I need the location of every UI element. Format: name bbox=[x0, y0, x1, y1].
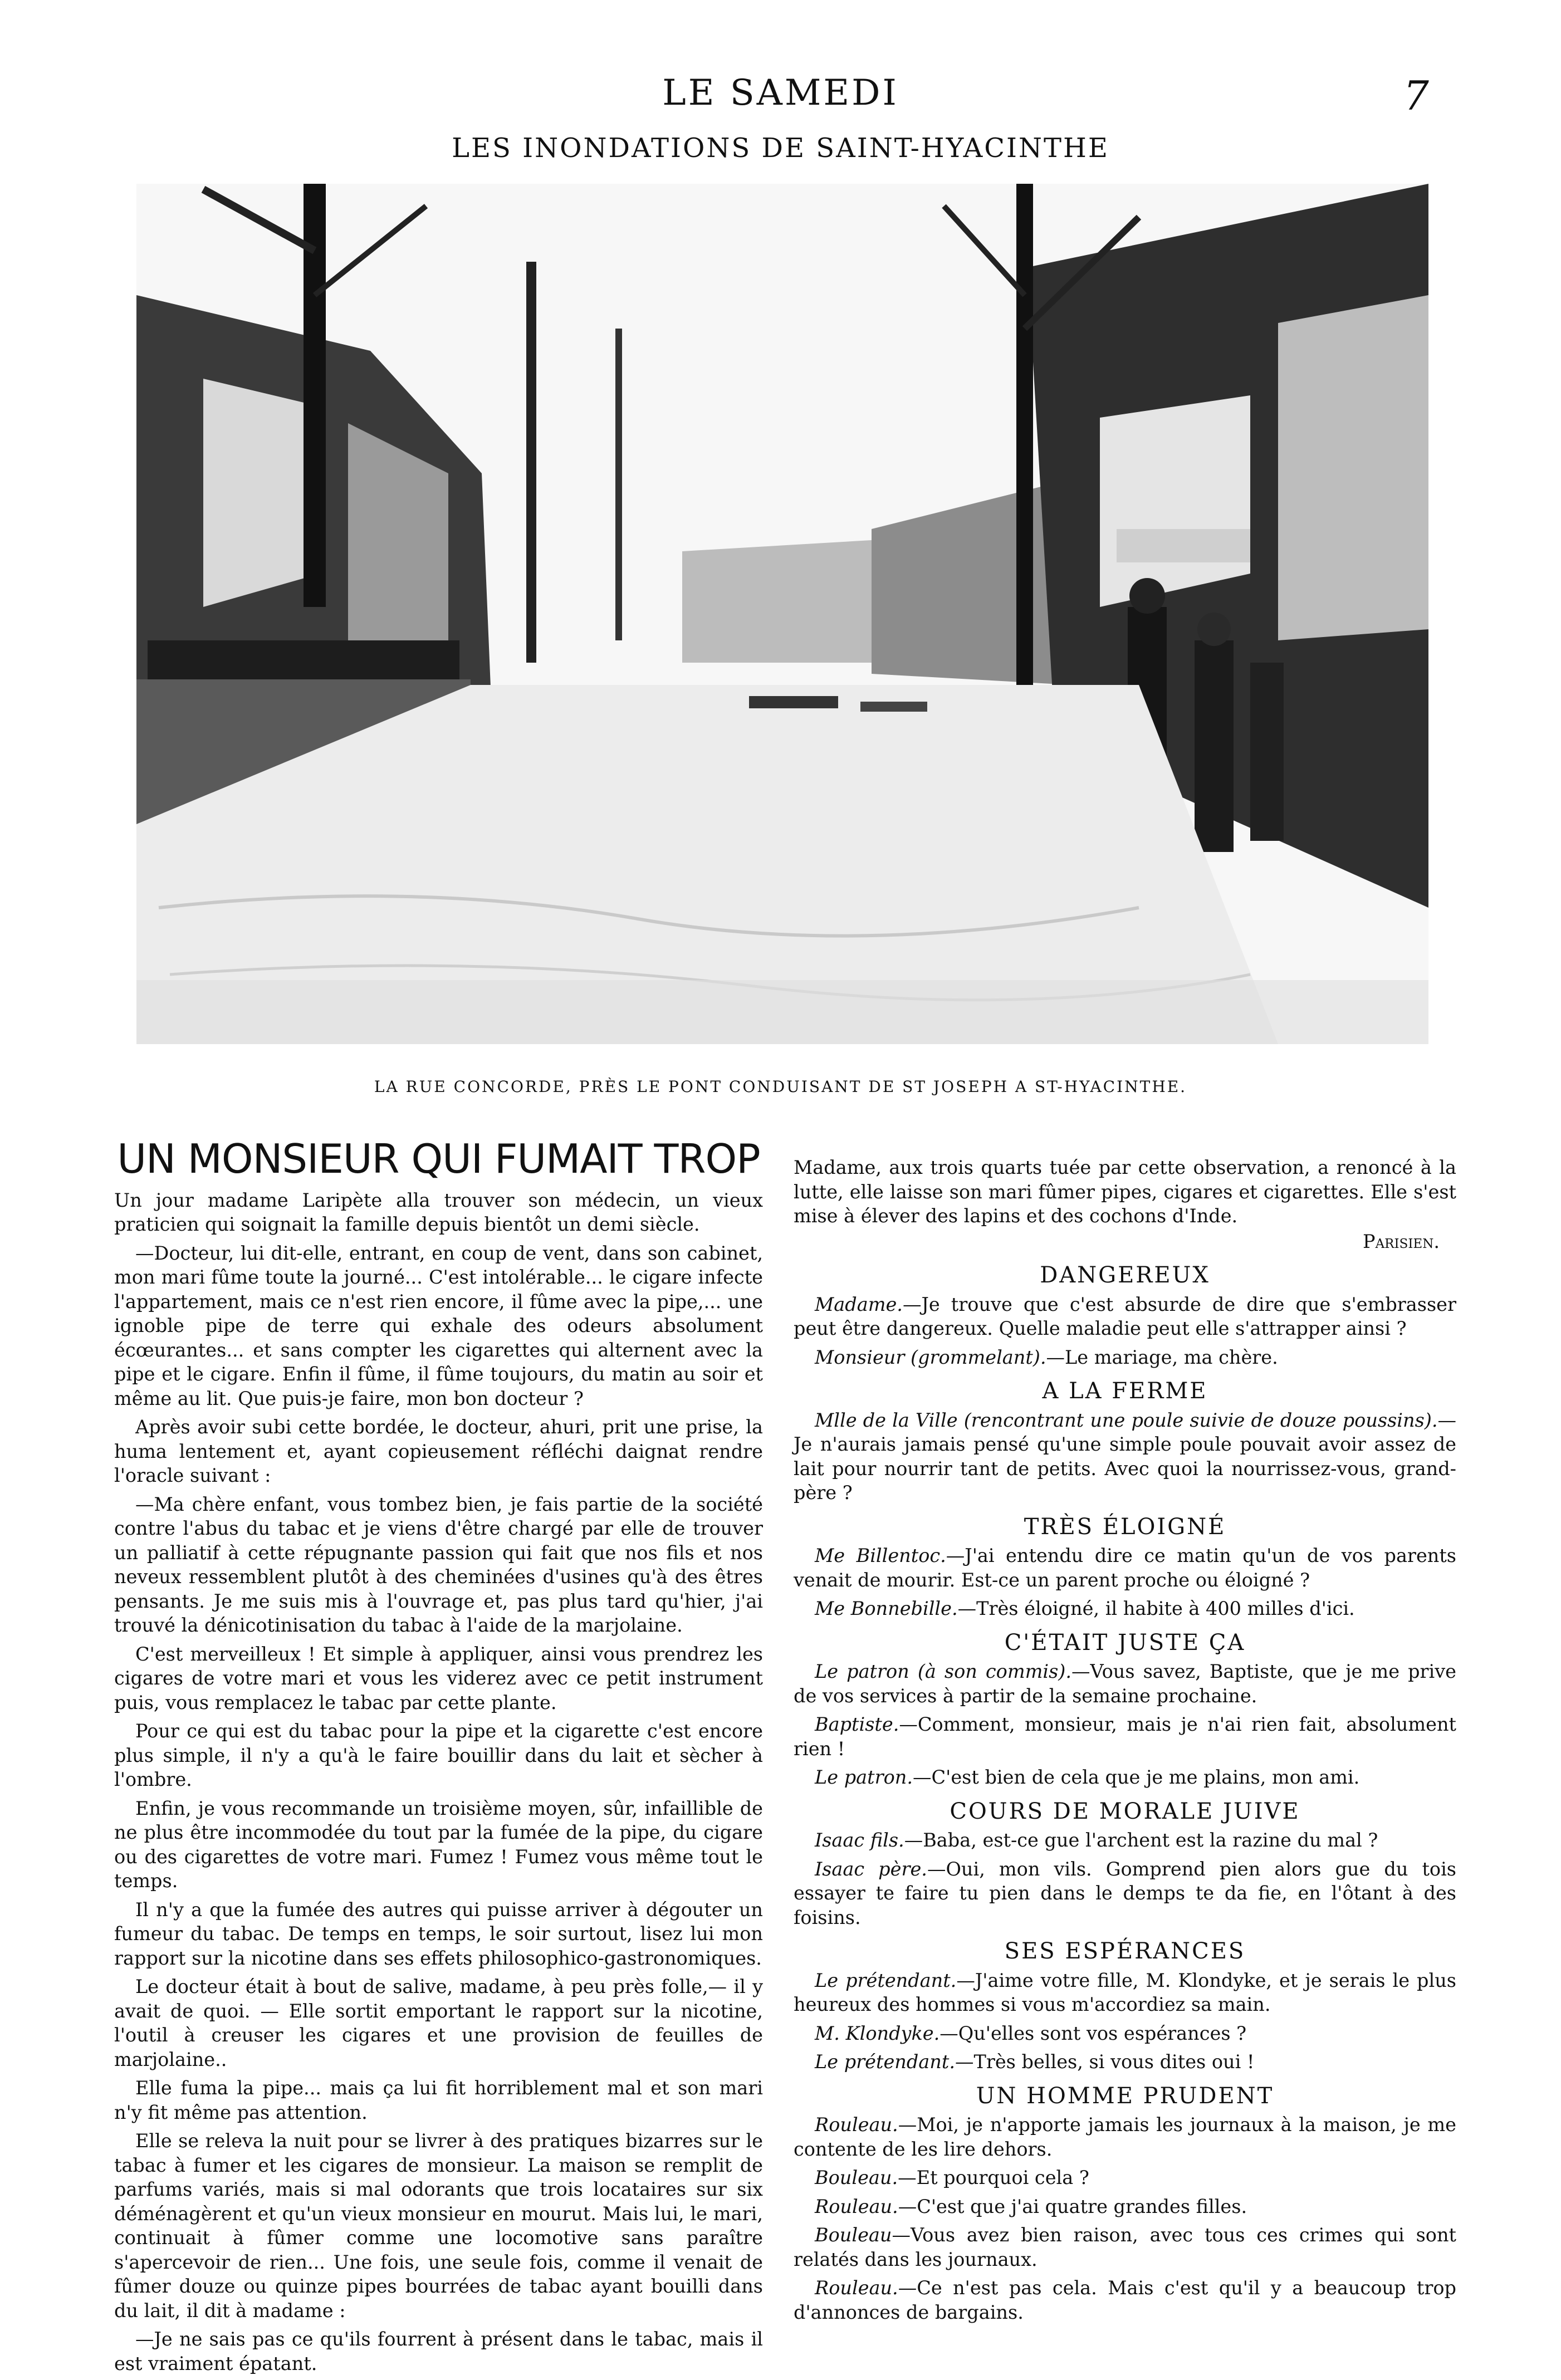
section-title: DANGEREUX bbox=[1040, 1262, 1210, 1288]
dialogue-text: —Et pourquoi cela ? bbox=[898, 2167, 1089, 2188]
speaker-name: M. Klondyke. bbox=[815, 2022, 940, 2044]
dialogue-text: —Moi, je n'apporte jamais les journaux à la maison, je me contente de les lire dehors. bbox=[794, 2114, 1456, 2160]
dialogue-text: —Qu'elles sont vos espérances ? bbox=[939, 2022, 1247, 2044]
article-paragraph: Pour ce qui est du tabac pour la pipe et la cigarette c'est encore plus simple, il n'y a qu'à le faire bouillir dans du lait et sècher à l'ombre. bbox=[114, 1720, 763, 1790]
article-paragraph: Elle se releva la nuit pour se livrer à des pratiques bizarres sur le tabac à fumer et les cigares de monsieur. La maison se remplit de parfums variés, mais si mal odorants que trois locataires sur six déménagèrent et qu'un vieux monsieur en mourut. Mais lui, le mari, continuait à fûmer comme une locomotive sans paraître s'apercevoir de rien... Une fois, une seule fois, comme il venait de fûmer douze ou quinze pipes bourrées de tabac ayant bouilli dans du lait, il dit à madame : bbox=[114, 2130, 763, 2322]
speaker-name: Rouleau. bbox=[815, 2114, 898, 2136]
dialogue-text: —Vous avez bien raison, avec tous ces crimes qui sont relatés dans les journaux. bbox=[794, 2224, 1456, 2270]
article-paragraph: Le docteur était à bout de salive, madame, à peu près folle,— il y avait de quoi. — Elle sortit emportant le rapport sur la nicotine, l'outil à creuser les cigares et une provision de feuilles de marjolaine.. bbox=[114, 1976, 763, 2070]
dialogue-line bbox=[794, 2021, 1456, 2046]
dialogue-line bbox=[794, 1857, 1456, 1930]
dialogue-text: —C'est que j'ai quatre grandes filles. bbox=[898, 2195, 1247, 2217]
dialogue-text: —Je n'aurais jamais pensé qu'une simple poule pouvait avoir assez de lait pour nourrir tant de petits. Avec quoi la nourrissez-vous, grand-père ? bbox=[794, 1409, 1456, 1504]
dialogue-text: —Baba, est-ce gue l'archent est la razine du mal ? bbox=[904, 1829, 1378, 1851]
dialogue-line bbox=[794, 2166, 1456, 2190]
article-signature: Parisien. bbox=[1363, 1230, 1440, 1252]
article-paragraph: Après avoir subi cette bordée, le docteur, ahuri, prit une prise, la huma lentement et, ayant copieusement réfléchi daignat rendre l'oracle suivant : bbox=[114, 1416, 763, 1486]
speaker-name: Isaac fils. bbox=[815, 1829, 904, 1851]
section-title: COURS DE MORALE JUIVE bbox=[950, 1798, 1300, 1824]
dialogue-text: —Très belles, si vous dites oui ! bbox=[955, 2051, 1255, 2073]
joke-sections bbox=[794, 1264, 1456, 2324]
section-title: A LA FERME bbox=[1042, 1378, 1208, 1404]
dialogue-text: —C'est bien de cela que je me plains, mon ami. bbox=[913, 1766, 1360, 1788]
flood-street-photo bbox=[136, 184, 1428, 1044]
speaker-name: Rouleau. bbox=[815, 2277, 898, 2299]
flood-street-illustration bbox=[136, 184, 1428, 1044]
dialogue-text: —Oui, mon vils. Gomprend pien alors gue du tois essayer te faire tu pien dans le demps te da fie, en l'ôtant à des foisins. bbox=[794, 1858, 1456, 1928]
dialogue-line bbox=[794, 1828, 1456, 1853]
article-paragraph: —Docteur, lui dit-elle, entrant, en coup de vent, dans son cabinet, mon mari fûme toute la journé... C'est intolérable... le cigare infecte l'appartement, mais ce n'est rien encore, il fûme avec la pipe,... une ignoble pipe de terre qui exhale des odeurs absolument écœurantes... et sans compter les cigarettes qui alternent avec la pipe et le cigare. Enfin il fûme, il fûme toujours, du matin au soir et même au lit. Que puis-je faire, mon bon docteur ? bbox=[114, 1242, 763, 1409]
dialogue-line bbox=[794, 1765, 1456, 1790]
dialogue-line bbox=[794, 1292, 1456, 1341]
article-paragraph: —Je ne sais pas ce qu'ils fourrent à présent dans le tabac, mais il est vraiment épatant. bbox=[114, 2328, 763, 2374]
article-column bbox=[114, 1135, 763, 2380]
speaker-name: Me Bonnebille. bbox=[815, 1598, 958, 1619]
section-title: UN HOMME PRUDENT bbox=[976, 2083, 1274, 2109]
dialogue-line bbox=[794, 2050, 1456, 2074]
speaker-name: Bouleau. bbox=[815, 2167, 898, 2188]
jokes-column bbox=[794, 1155, 1456, 2329]
dialogue-text: —Comment, monsieur, mais je n'ai rien fait, absolument rien ! bbox=[794, 1713, 1456, 1760]
speaker-name: Rouleau. bbox=[815, 2195, 898, 2217]
masthead-title: LE SAMEDI bbox=[662, 72, 899, 114]
speaker-name: Le patron. bbox=[815, 1766, 913, 1788]
speaker-name: Le patron (à son commis). bbox=[815, 1661, 1071, 1682]
article-paragraph: Un jour madame Laripète alla trouver son médecin, un vieux praticien qui soignait la famille depuis bientôt un demi siècle. bbox=[114, 1189, 763, 1235]
dialogue-line bbox=[794, 1544, 1456, 1592]
dialogue-line bbox=[794, 2113, 1456, 2161]
dialogue-line bbox=[794, 2223, 1456, 2271]
dialogue-text: —Vous savez, Baptiste, que je me prive de vos services à partir de la semaine prochaine. bbox=[794, 1661, 1456, 1707]
section-title: C'ÉTAIT JUSTE ÇA bbox=[1004, 1629, 1246, 1656]
photo-headline: LES INONDATIONS DE SAINT-HYACINTHE bbox=[452, 133, 1109, 164]
dialogue-line bbox=[794, 1659, 1456, 1708]
speaker-name: Monsieur (grommelant). bbox=[815, 1346, 1046, 1368]
section-title: TRÈS ÉLOIGNÉ bbox=[1024, 1514, 1226, 1540]
speaker-name: Baptiste. bbox=[815, 1713, 899, 1735]
dialogue-text: —Le mariage, ma chère. bbox=[1046, 1346, 1278, 1368]
section-title: SES ESPÉRANCES bbox=[1004, 1938, 1246, 1964]
article-headline: UN MONSIEUR QUI FUMAIT TROP bbox=[117, 1135, 760, 1182]
dialogue-line bbox=[794, 2276, 1456, 2324]
dialogue-line bbox=[794, 1345, 1456, 1370]
speaker-name: Bouleau bbox=[815, 2224, 892, 2246]
dialogue-text: —Ce n'est pas cela. Mais c'est qu'il y a beaucoup trop d'annonces de bargains. bbox=[794, 2277, 1456, 2323]
article-paragraph: —Ma chère enfant, vous tombez bien, je fais partie de la société contre l'abus du tabac et je viens d'être chargé par elle de trouver un palliatif à cette répugnante passion qui fait que nos fils et nos neveux ressemblent plutôt à des cheminées d'usines qu'à des êtres pensants. Je me suis mis à l'ouvrage et, pas plus tard qu'hier, j'ai trouvé la dénicotinisation du tabac à l'aide de la marjolaine. bbox=[114, 1493, 763, 1636]
speaker-name: Mlle de la Ville (rencontrant une poule suivie de douze poussins). bbox=[815, 1409, 1438, 1431]
dialogue-line bbox=[794, 1597, 1456, 1621]
speaker-name: Le prétendant. bbox=[815, 1969, 957, 1991]
article-paragraph: Elle fuma la pipe... mais ça lui fit horriblement mal et son mari n'y fit même pas attention. bbox=[114, 2077, 763, 2123]
speaker-name: Le prétendant. bbox=[815, 2051, 955, 2073]
speaker-name: Madame. bbox=[815, 1293, 903, 1315]
dialogue-line bbox=[794, 2195, 1456, 2219]
dialogue-line bbox=[794, 1408, 1456, 1505]
page-number: 7 bbox=[1403, 72, 1429, 119]
dialogue-line bbox=[794, 1968, 1456, 2017]
speaker-name: Isaac père. bbox=[815, 1858, 927, 1880]
article-paragraph: C'est merveilleux ! Et simple à appliquer, ainsi vous prendrez les cigares de votre mari et vous les viderez avec ce petit instrument puis, vous remplacez le tabac par cette plante. bbox=[114, 1643, 763, 1713]
dialogue-text: —J'ai entendu dire ce matin qu'un de vos parents venait de mourir. Est-ce un parent proche ou éloigné ? bbox=[794, 1545, 1456, 1591]
speaker-name: Me Billentoc. bbox=[815, 1545, 946, 1566]
dialogue-line bbox=[794, 1712, 1456, 1761]
dialogue-text: —Je trouve que c'est absurde de dire que s'embrasser peut être dangereux. Quelle maladie peut elle s'attrapper ainsi ? bbox=[794, 1293, 1456, 1339]
article-paragraph: Enfin, je vous recommande un troisième moyen, sûr, infaillible de ne plus être incommodée du tout par la fumée de la pipe, du cigare ou des cigarettes de votre mari. Fumez ! Fumez vous même tout le temps. bbox=[114, 1797, 763, 1892]
article-continuation: Madame, aux trois quarts tuée par cette observation, a renoncé à la lutte, elle laisse son mari fûmer pipes, cigares et cigarettes. Elle s'est mise à élever des lapins et des cochons d'Inde. bbox=[794, 1157, 1456, 1227]
dialogue-text: —Très éloigné, il habite à 400 milles d'ici. bbox=[957, 1598, 1355, 1619]
photo-caption: LA RUE CONCORDE, PRÈS LE PONT CONDUISANT DE ST JOSEPH A ST-HYACINTHE. bbox=[374, 1078, 1187, 1096]
dialogue-text: —J'aime votre fille, M. Klondyke, et je serais le plus heureux des hommes si vous m'accordiez sa main. bbox=[794, 1969, 1456, 2015]
article-paragraph: Il n'y a que la fumée des autres qui puisse arriver à dégouter un fumeur du tabac. De temps en temps, le soir surtout, lisez lui mon rapport sur la nicotine dans ses effets philosophico-gastronomiques. bbox=[114, 1898, 763, 1969]
